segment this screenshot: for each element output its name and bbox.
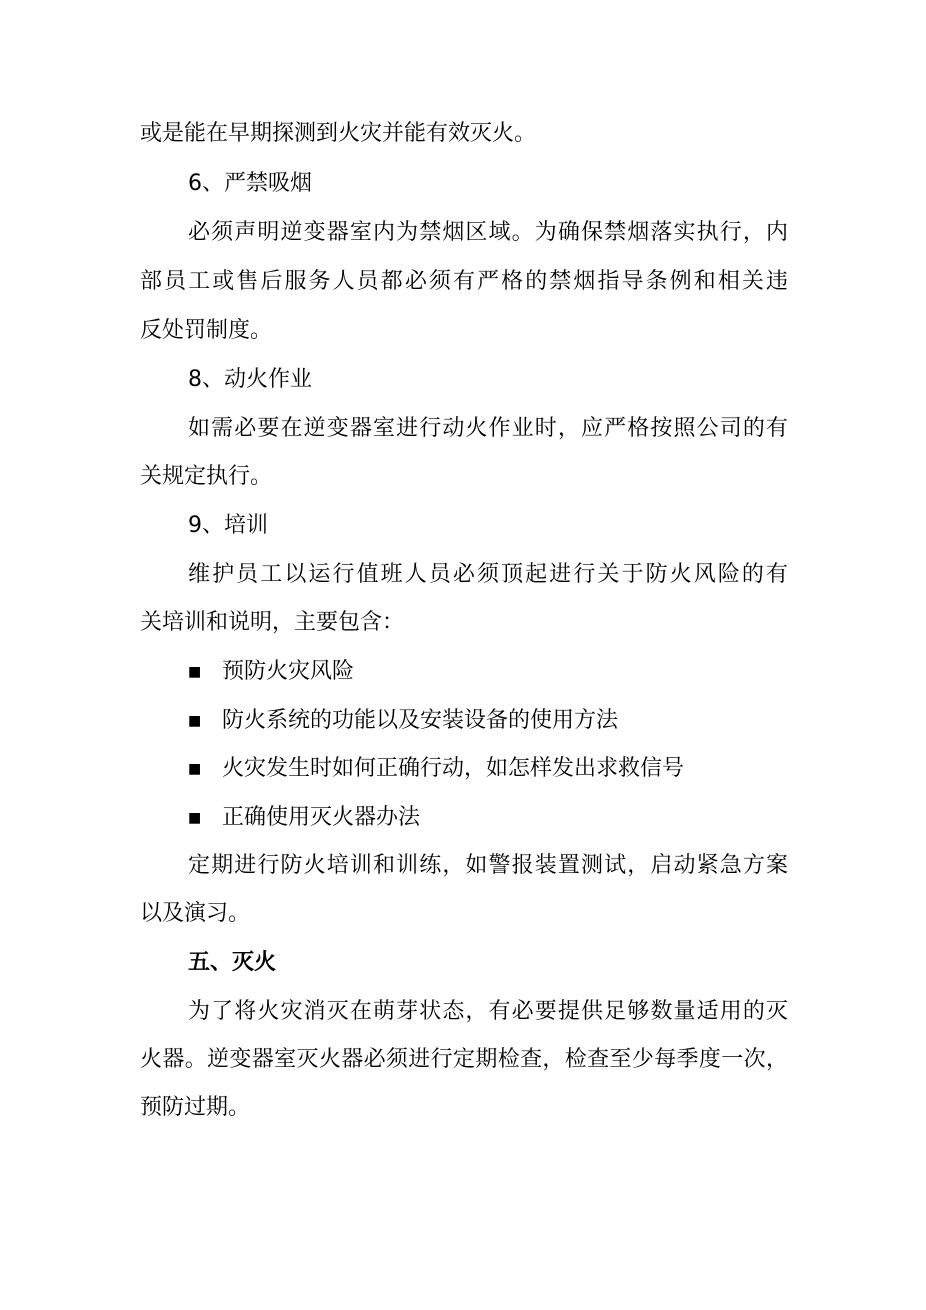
section-6-heading: 6、严禁吸烟 [188, 171, 312, 196]
section-5-line-2: 火器。逆变器室灭火器必须进行定期检查，检查至少每季度一次， [140, 1047, 788, 1072]
section-6-line-3: 反处罚制度。 [140, 318, 273, 343]
bullet-square-icon: ■ [188, 761, 202, 777]
bullet-item-2: 防火系统的功能以及安装设备的使用方法 [222, 708, 619, 733]
section-9-line-2: 关培训和说明，主要包含： [140, 610, 405, 635]
section-8-heading: 8、动火作业 [188, 367, 312, 392]
section-9-line-1: 维护员工以运行值班人员必须顶起进行关于防火风险的有 [188, 562, 788, 587]
section-5-heading: 五、灭火 [188, 950, 277, 975]
section-8-line-2: 关规定执行。 [140, 464, 273, 489]
bullet-item-1: 预防火灾风险 [222, 659, 355, 684]
section-5-line-3: 预防过期。 [140, 1095, 251, 1120]
section-5-line-1: 为了将火灾消灭在萌芽状态，有必要提供足够数量适用的灭 [188, 999, 788, 1024]
section-9-heading: 9、培训 [188, 513, 268, 538]
section-9-closing-line-1: 定期进行防火培训和训练，如警报装置测试，启动紧急方案 [188, 853, 788, 878]
section-6-line-2: 部员工或售后服务人员都必须有严格的禁烟指导条例和相关违 [140, 269, 788, 294]
bullet-square-icon: ■ [188, 810, 202, 826]
section-6-line-1: 必须声明逆变器室内为禁烟区域。为确保禁烟落实执行，内 [188, 220, 788, 245]
bullet-item-3: 火灾发生时如何正确行动，如怎样发出求救信号 [222, 756, 685, 781]
bullet-square-icon: ■ [188, 713, 202, 729]
continuation-text: 或是能在早期探测到火灾并能有效灭火。 [140, 121, 537, 146]
section-8-line-1: 如需必要在逆变器室进行动火作业时，应严格按照公司的有 [188, 416, 788, 441]
bullet-item-4: 正确使用灭火器办法 [222, 805, 421, 830]
section-9-closing-line-2: 以及演习。 [140, 901, 251, 926]
bullet-square-icon: ■ [188, 664, 202, 680]
